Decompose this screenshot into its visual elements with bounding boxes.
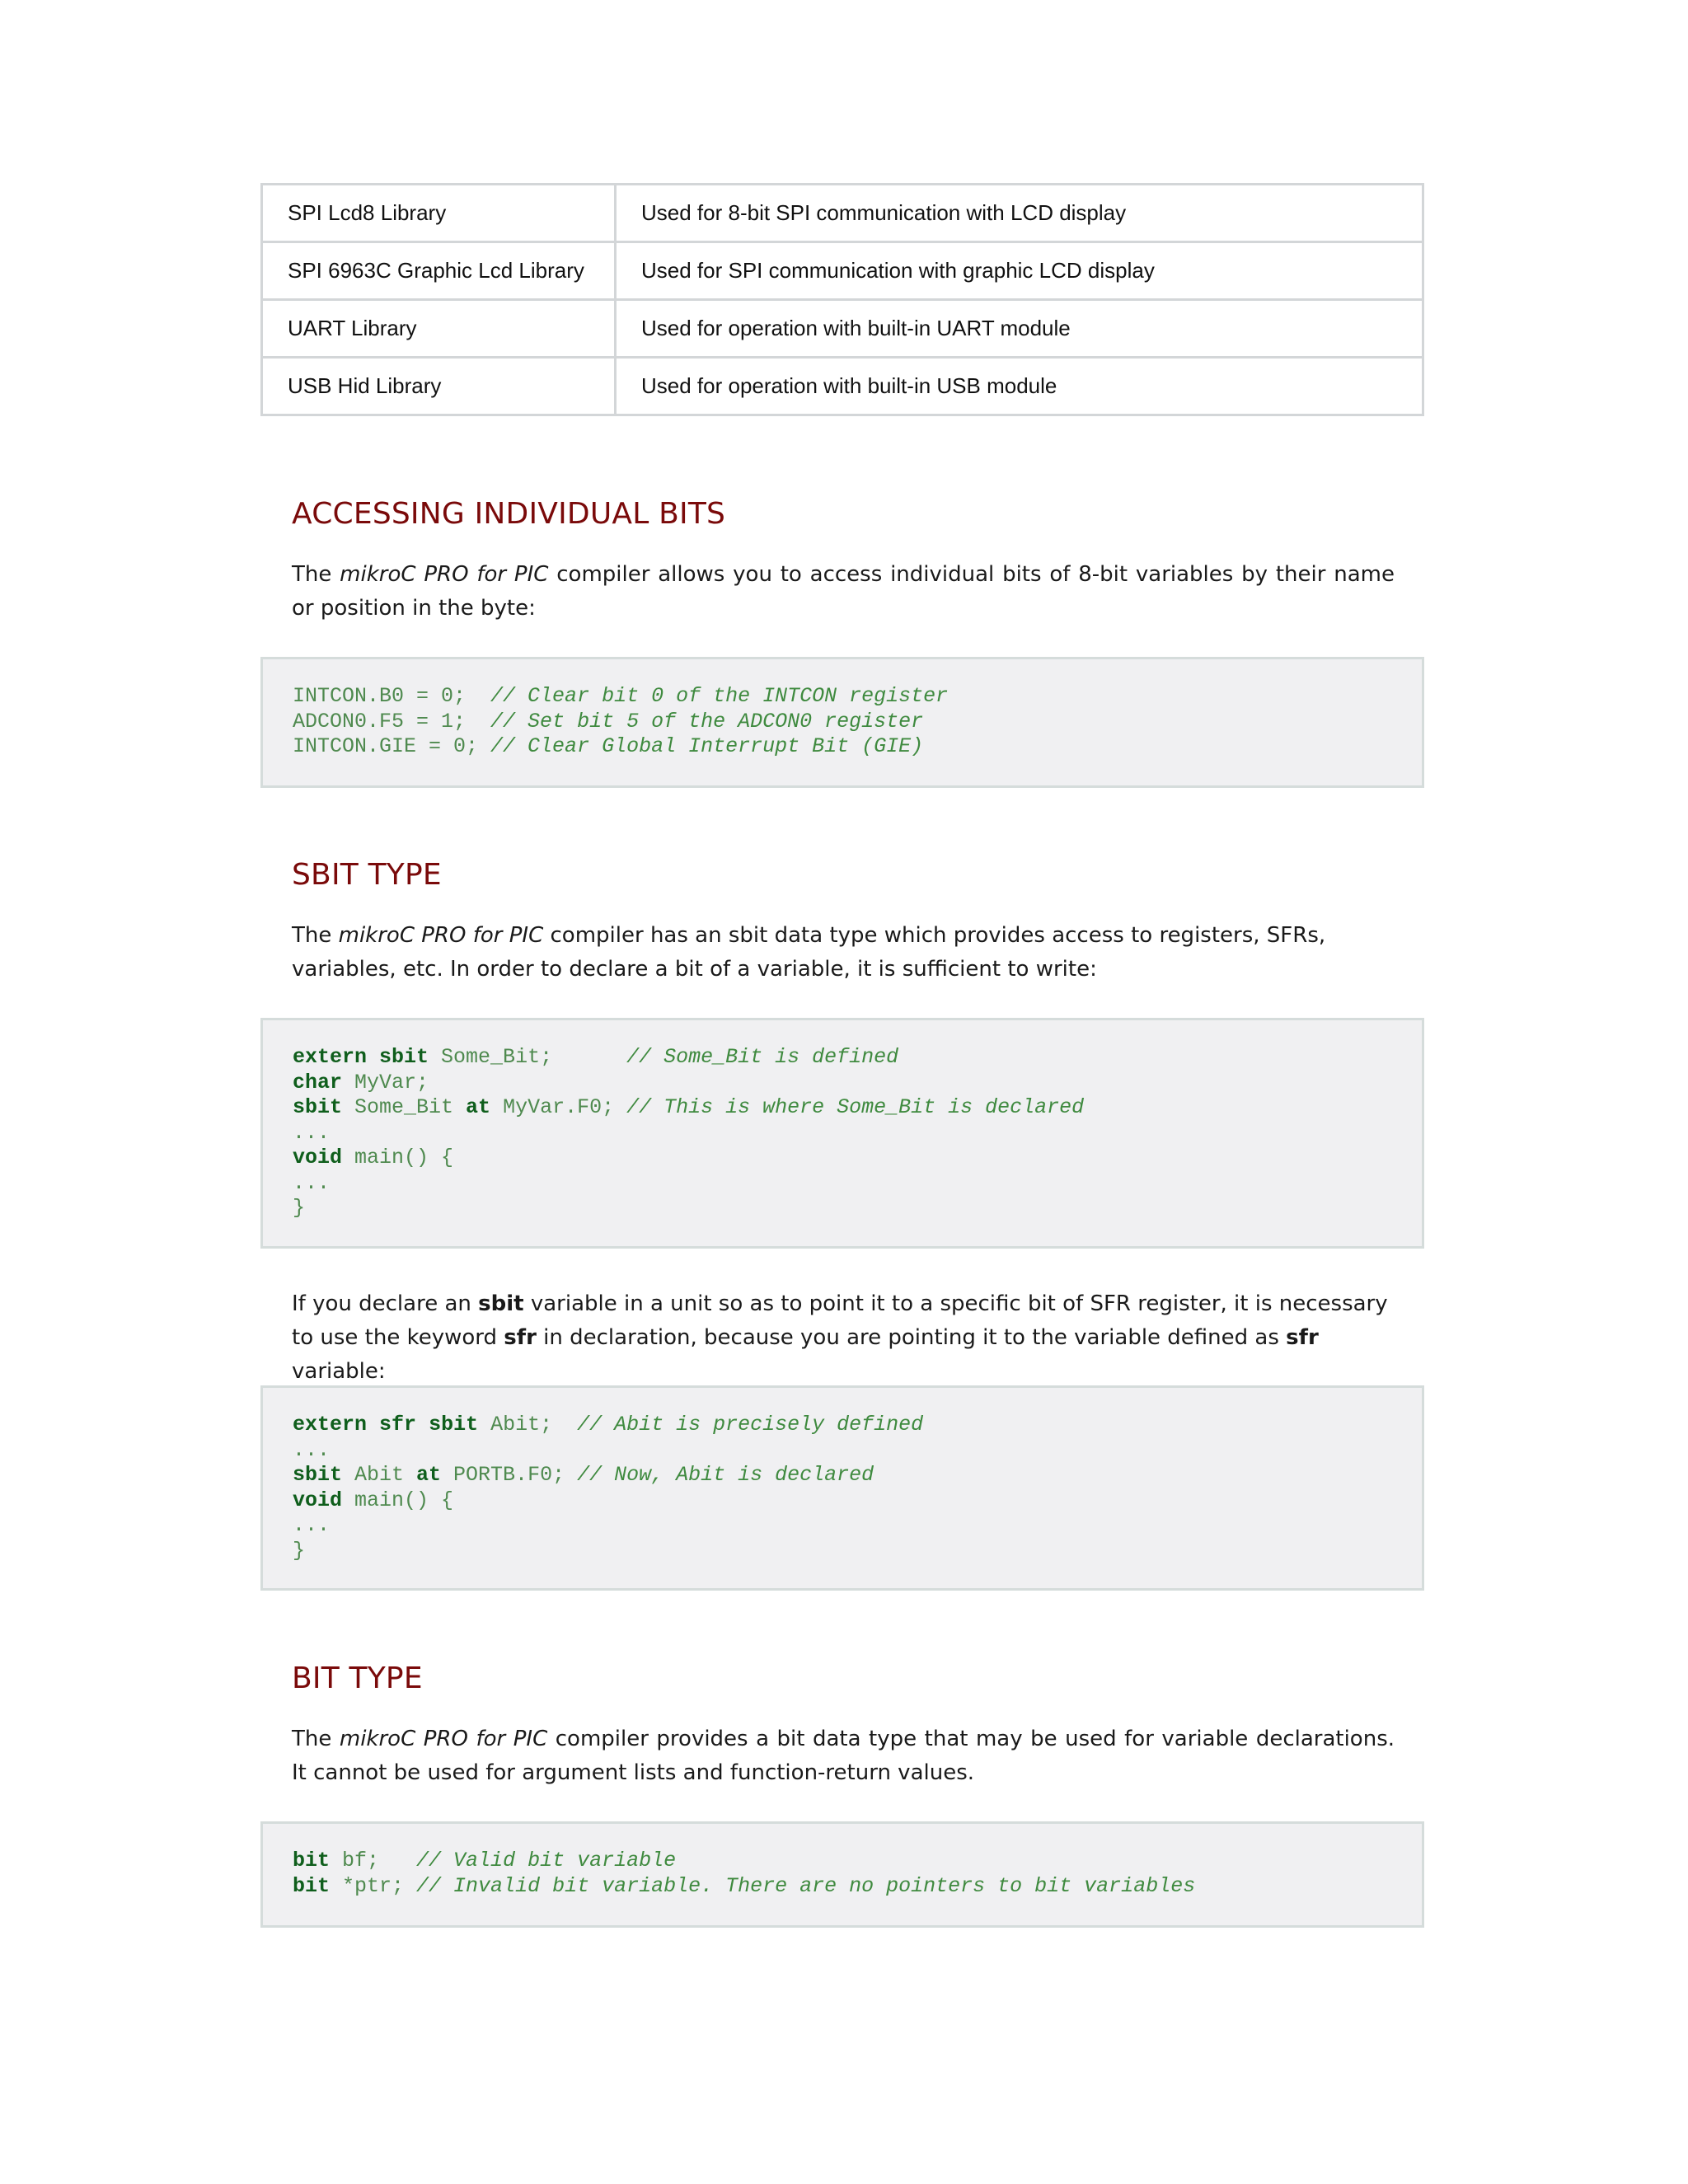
library-description-cell: Used for operation with built-in UART module — [616, 300, 1423, 358]
code-line — [293, 1121, 1392, 1146]
code-line — [293, 1095, 1392, 1121]
code-keyword: extern — [293, 1413, 368, 1436]
code-keyword: sbit — [293, 1463, 343, 1487]
code-block-bit-access — [260, 657, 1424, 788]
code-comment: // This is where Some_Bit is declared — [626, 1095, 1085, 1119]
code-comment: // Invalid bit variable. There are no pointers to bit variables — [416, 1873, 1196, 1898]
code-keyword: char — [293, 1070, 343, 1094]
code-line — [293, 1146, 1392, 1171]
table-row — [262, 185, 1423, 242]
paragraph-text: compiler provides a bit data type that may be used for variable declarations. It cannot be used for argument lists and function-return values. — [292, 1727, 1395, 1785]
section-heading-sbit-type: SBIT TYPE — [292, 858, 442, 892]
code-text: Abit; — [478, 1413, 578, 1436]
libraries-table — [260, 183, 1424, 416]
code-keyword: at — [466, 1095, 491, 1119]
code-line — [293, 1045, 1392, 1071]
code-text: Some_Bit; — [429, 1045, 627, 1069]
code-text: } — [293, 1196, 306, 1220]
code-keyword: bit — [293, 1873, 331, 1898]
sbit-type-paragraph — [292, 919, 1395, 987]
library-name-cell: USB Hid Library — [262, 358, 616, 415]
paragraph-text: compiler allows you to access individual bits of 8-bit variables by their name or position in the byte: — [292, 562, 1395, 621]
code-text: ... — [293, 1120, 331, 1145]
code-line — [293, 1196, 1392, 1221]
paragraph-text: If you declare an — [292, 1291, 479, 1316]
keyword-text: sfr — [1286, 1325, 1319, 1350]
code-line — [293, 1539, 1392, 1564]
code-comment: // Clear Global Interrupt Bit (GIE) — [490, 734, 924, 758]
code-text: } — [293, 1538, 306, 1563]
paragraph-text: The — [292, 562, 340, 587]
code-block-sbit-declaration — [260, 1018, 1424, 1249]
code-text: ADCON0.F5 = 1; — [293, 709, 491, 733]
code-keyword: sbit — [293, 1095, 343, 1119]
code-keyword: extern — [293, 1045, 368, 1069]
code-comment: // Clear bit 0 of the INTCON register — [490, 684, 949, 708]
code-keyword: sbit — [379, 1045, 429, 1069]
paragraph-text: The — [292, 1727, 340, 1751]
code-text: INTCON.B0 = 0; — [293, 684, 491, 708]
paragraph-text: variable: — [292, 1359, 386, 1384]
code-text — [367, 1045, 379, 1069]
code-line — [293, 734, 1392, 760]
table-row — [262, 242, 1423, 300]
code-line — [293, 684, 1392, 710]
code-line — [293, 1171, 1392, 1197]
paragraph-text: variable in a unit so as to point it to a specific bit of SFR register, it is necessary to use the keyword — [292, 1291, 1388, 1350]
code-text: ... — [293, 1170, 331, 1195]
code-block-bit-type — [260, 1821, 1424, 1928]
code-text: ... — [293, 1437, 331, 1462]
code-line — [293, 1438, 1392, 1464]
code-keyword: sfr — [379, 1413, 417, 1436]
code-text: ... — [293, 1513, 331, 1537]
library-description-cell: Used for operation with built-in USB module — [616, 358, 1423, 415]
code-comment: // Abit is precisely defined — [577, 1413, 924, 1436]
code-text: main() { — [342, 1488, 454, 1512]
bit-type-paragraph — [292, 1722, 1395, 1790]
code-comment: // Some_Bit is defined — [626, 1045, 899, 1069]
code-line — [293, 710, 1392, 735]
code-text: main() { — [342, 1146, 454, 1169]
code-keyword: bit — [293, 1849, 331, 1872]
compiler-name: mikroC PRO for PIC — [340, 562, 549, 587]
library-description-cell: Used for SPI communication with graphic LCD display — [616, 242, 1423, 300]
code-comment: // Now, Abit is declared — [577, 1463, 874, 1487]
code-text: bf; — [330, 1849, 417, 1872]
code-keyword: at — [416, 1463, 442, 1487]
code-line — [293, 1463, 1392, 1488]
code-keyword: void — [293, 1146, 343, 1169]
paragraph-text: compiler has an sbit data type which provides access to registers, SFRs, variables, etc. In order to declare a bit of a variable, it is sufficient to write: — [292, 923, 1326, 982]
compiler-name: mikroC PRO for PIC — [339, 1727, 548, 1751]
code-line — [293, 1488, 1392, 1514]
code-text: *ptr; — [330, 1873, 417, 1898]
library-description-cell: Used for 8-bit SPI communication with LCD display — [616, 185, 1423, 242]
code-text: Abit — [342, 1463, 417, 1487]
code-text: MyVar.F0; — [490, 1095, 627, 1119]
code-comment: // Valid bit variable — [416, 1849, 677, 1872]
code-keyword: void — [293, 1488, 343, 1512]
library-name-cell: UART Library — [262, 300, 616, 358]
code-comment: // Set bit 5 of the ADCON0 register — [490, 709, 924, 733]
code-line — [293, 1874, 1392, 1900]
library-name-cell: SPI 6963C Graphic Lcd Library — [262, 242, 616, 300]
code-line — [293, 1413, 1392, 1438]
code-line — [293, 1849, 1392, 1874]
table-row — [262, 300, 1423, 358]
code-text: INTCON.GIE = 0; — [293, 734, 491, 758]
keyword-text: sfr — [504, 1325, 537, 1350]
accessing-bits-paragraph — [292, 558, 1395, 626]
sfr-paragraph — [292, 1287, 1395, 1389]
compiler-name: mikroC PRO for PIC — [338, 923, 544, 948]
code-block-sfr-sbit — [260, 1385, 1424, 1591]
table-row — [262, 358, 1423, 415]
code-line — [293, 1513, 1392, 1539]
code-text: Some_Bit — [342, 1095, 467, 1119]
code-text — [416, 1413, 429, 1436]
code-text: MyVar; — [342, 1070, 429, 1094]
paragraph-text: The — [292, 923, 339, 948]
section-heading-bit-type: BIT TYPE — [292, 1661, 423, 1695]
paragraph-text: in declaration, because you are pointing it to the variable defined as — [536, 1325, 1287, 1350]
library-name-cell: SPI Lcd8 Library — [262, 185, 616, 242]
keyword-text: sbit — [478, 1291, 524, 1316]
code-line — [293, 1071, 1392, 1096]
code-text: PORTB.F0; — [441, 1463, 578, 1487]
code-keyword: sbit — [429, 1413, 479, 1436]
code-text — [367, 1413, 379, 1436]
section-heading-accessing-bits: ACCESSING INDIVIDUAL BITS — [292, 497, 726, 531]
